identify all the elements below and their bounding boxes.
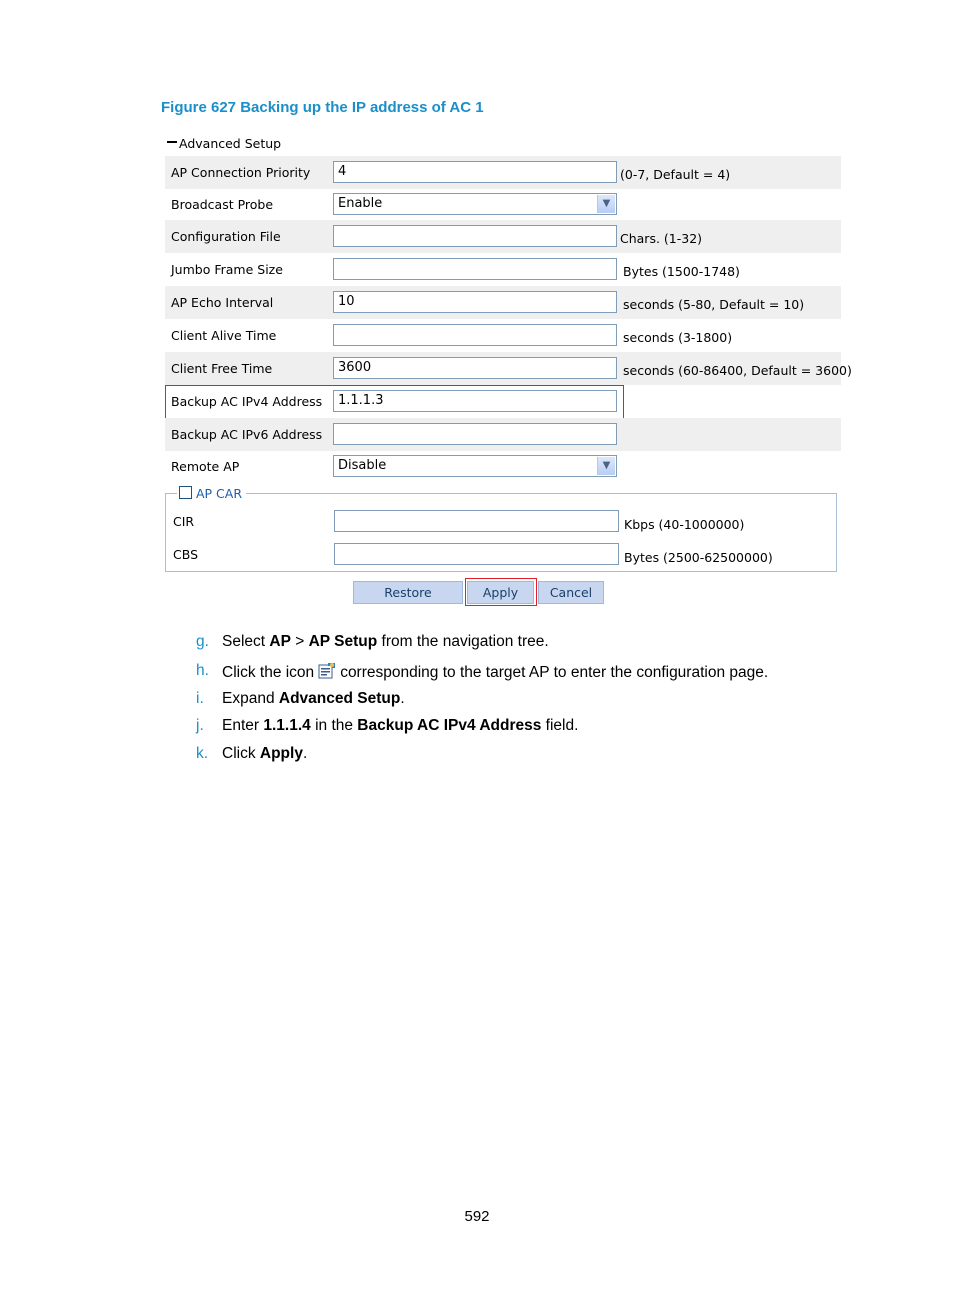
backup-ac-ipv4-input[interactable]: 1.1.1.3	[333, 390, 617, 412]
restore-button[interactable]: Restore	[353, 581, 463, 604]
cbs-input[interactable]	[334, 543, 619, 565]
step-text: Click Apply.	[222, 745, 308, 762]
client-free-time-hint: seconds (60-86400, Default = 3600)	[623, 363, 852, 378]
row-backup-ac-ipv6	[165, 418, 841, 451]
page-number: 592	[464, 1208, 490, 1225]
chevron-down-icon[interactable]: ▼	[597, 195, 615, 213]
jumbo-frame-size-label: Jumbo Frame Size	[171, 262, 283, 277]
broadcast-probe-select[interactable]	[333, 193, 617, 215]
edit-config-icon	[318, 662, 336, 679]
configuration-file-hint: Chars. (1-32)	[620, 231, 703, 246]
step-letter: h.	[196, 662, 209, 679]
cbs-label: CBS	[173, 547, 199, 562]
ap-car-legend	[177, 486, 246, 501]
backup-ac-ipv6-input[interactable]	[333, 423, 617, 445]
broadcast-probe-label: Broadcast Probe	[171, 197, 274, 212]
cbs-hint: Bytes (2500-62500000)	[624, 550, 773, 565]
backup-ac-ipv4-label: Backup AC IPv4 Address	[171, 394, 323, 409]
figure-caption: Figure 627 Backing up the IP address of AC 1	[161, 99, 484, 116]
row-jumbo-frame-size	[165, 253, 841, 286]
broadcast-probe-value: Enable	[338, 196, 383, 211]
ap-echo-interval-label: AP Echo Interval	[171, 295, 274, 310]
advanced-setup-screenshot	[0, 0, 954, 620]
ap-echo-interval-hint: seconds (5-80, Default = 10)	[623, 297, 805, 312]
client-alive-time-hint: seconds (3-1800)	[623, 330, 733, 345]
advanced-setup-title: Advanced Setup	[179, 136, 282, 151]
step-text: Click the icon corresponding to the target AP to enter the configuration page.	[222, 664, 769, 681]
advanced-setup-toggle[interactable]	[167, 136, 281, 151]
row-client-alive-time	[165, 319, 841, 352]
apply-highlight-box	[465, 578, 537, 606]
cir-hint: Kbps (40-1000000)	[624, 517, 745, 532]
row-ap-connection-priority	[165, 156, 841, 189]
chevron-down-icon[interactable]: ▼	[597, 457, 615, 475]
remote-ap-value: Disable	[338, 458, 387, 473]
step-letter: g.	[196, 633, 209, 650]
remote-ap-label: Remote AP	[171, 459, 240, 474]
configuration-file-label: Configuration File	[171, 229, 281, 244]
row-configuration-file	[165, 220, 841, 253]
row-remote-ap	[165, 450, 841, 483]
client-free-time-label: Client Free Time	[171, 361, 273, 376]
step-text: Enter 1.1.1.4 in the Backup AC IPv4 Address field.	[222, 717, 579, 734]
cir-input[interactable]	[334, 510, 619, 532]
ap-car-label: AP CAR	[196, 486, 243, 501]
jumbo-frame-size-hint: Bytes (1500-1748)	[623, 264, 740, 279]
row-ap-echo-interval	[165, 286, 841, 319]
backup-ac-ipv6-label: Backup AC IPv6 Address	[171, 427, 323, 442]
collapse-icon[interactable]	[167, 141, 177, 143]
configuration-file-input[interactable]	[333, 225, 617, 247]
step-text: Expand Advanced Setup.	[222, 690, 405, 707]
ap-connection-priority-label: AP Connection Priority	[171, 165, 311, 180]
ap-car-checkbox[interactable]	[179, 486, 192, 499]
client-free-time-input[interactable]: 3600	[333, 357, 617, 379]
step-letter: j.	[196, 717, 204, 734]
cancel-button[interactable]: Cancel	[538, 581, 604, 604]
step-letter: i.	[196, 690, 204, 707]
cir-label: CIR	[173, 514, 195, 529]
client-alive-time-label: Client Alive Time	[171, 328, 277, 343]
ipv4-highlight-box	[165, 385, 624, 419]
jumbo-frame-size-input[interactable]	[333, 258, 617, 280]
remote-ap-select[interactable]	[333, 455, 617, 477]
ap-connection-priority-input[interactable]: 4	[333, 161, 617, 183]
ap-echo-interval-input[interactable]: 10	[333, 291, 617, 313]
row-broadcast-probe	[165, 188, 841, 221]
ap-connection-priority-hint: (0-7, Default = 4)	[620, 167, 731, 182]
row-client-free-time	[165, 352, 852, 385]
client-alive-time-input[interactable]	[333, 324, 617, 346]
apply-button[interactable]: Apply	[467, 581, 534, 604]
step-letter: k.	[196, 745, 209, 762]
step-text: Select AP > AP Setup from the navigation tree.	[222, 633, 549, 650]
